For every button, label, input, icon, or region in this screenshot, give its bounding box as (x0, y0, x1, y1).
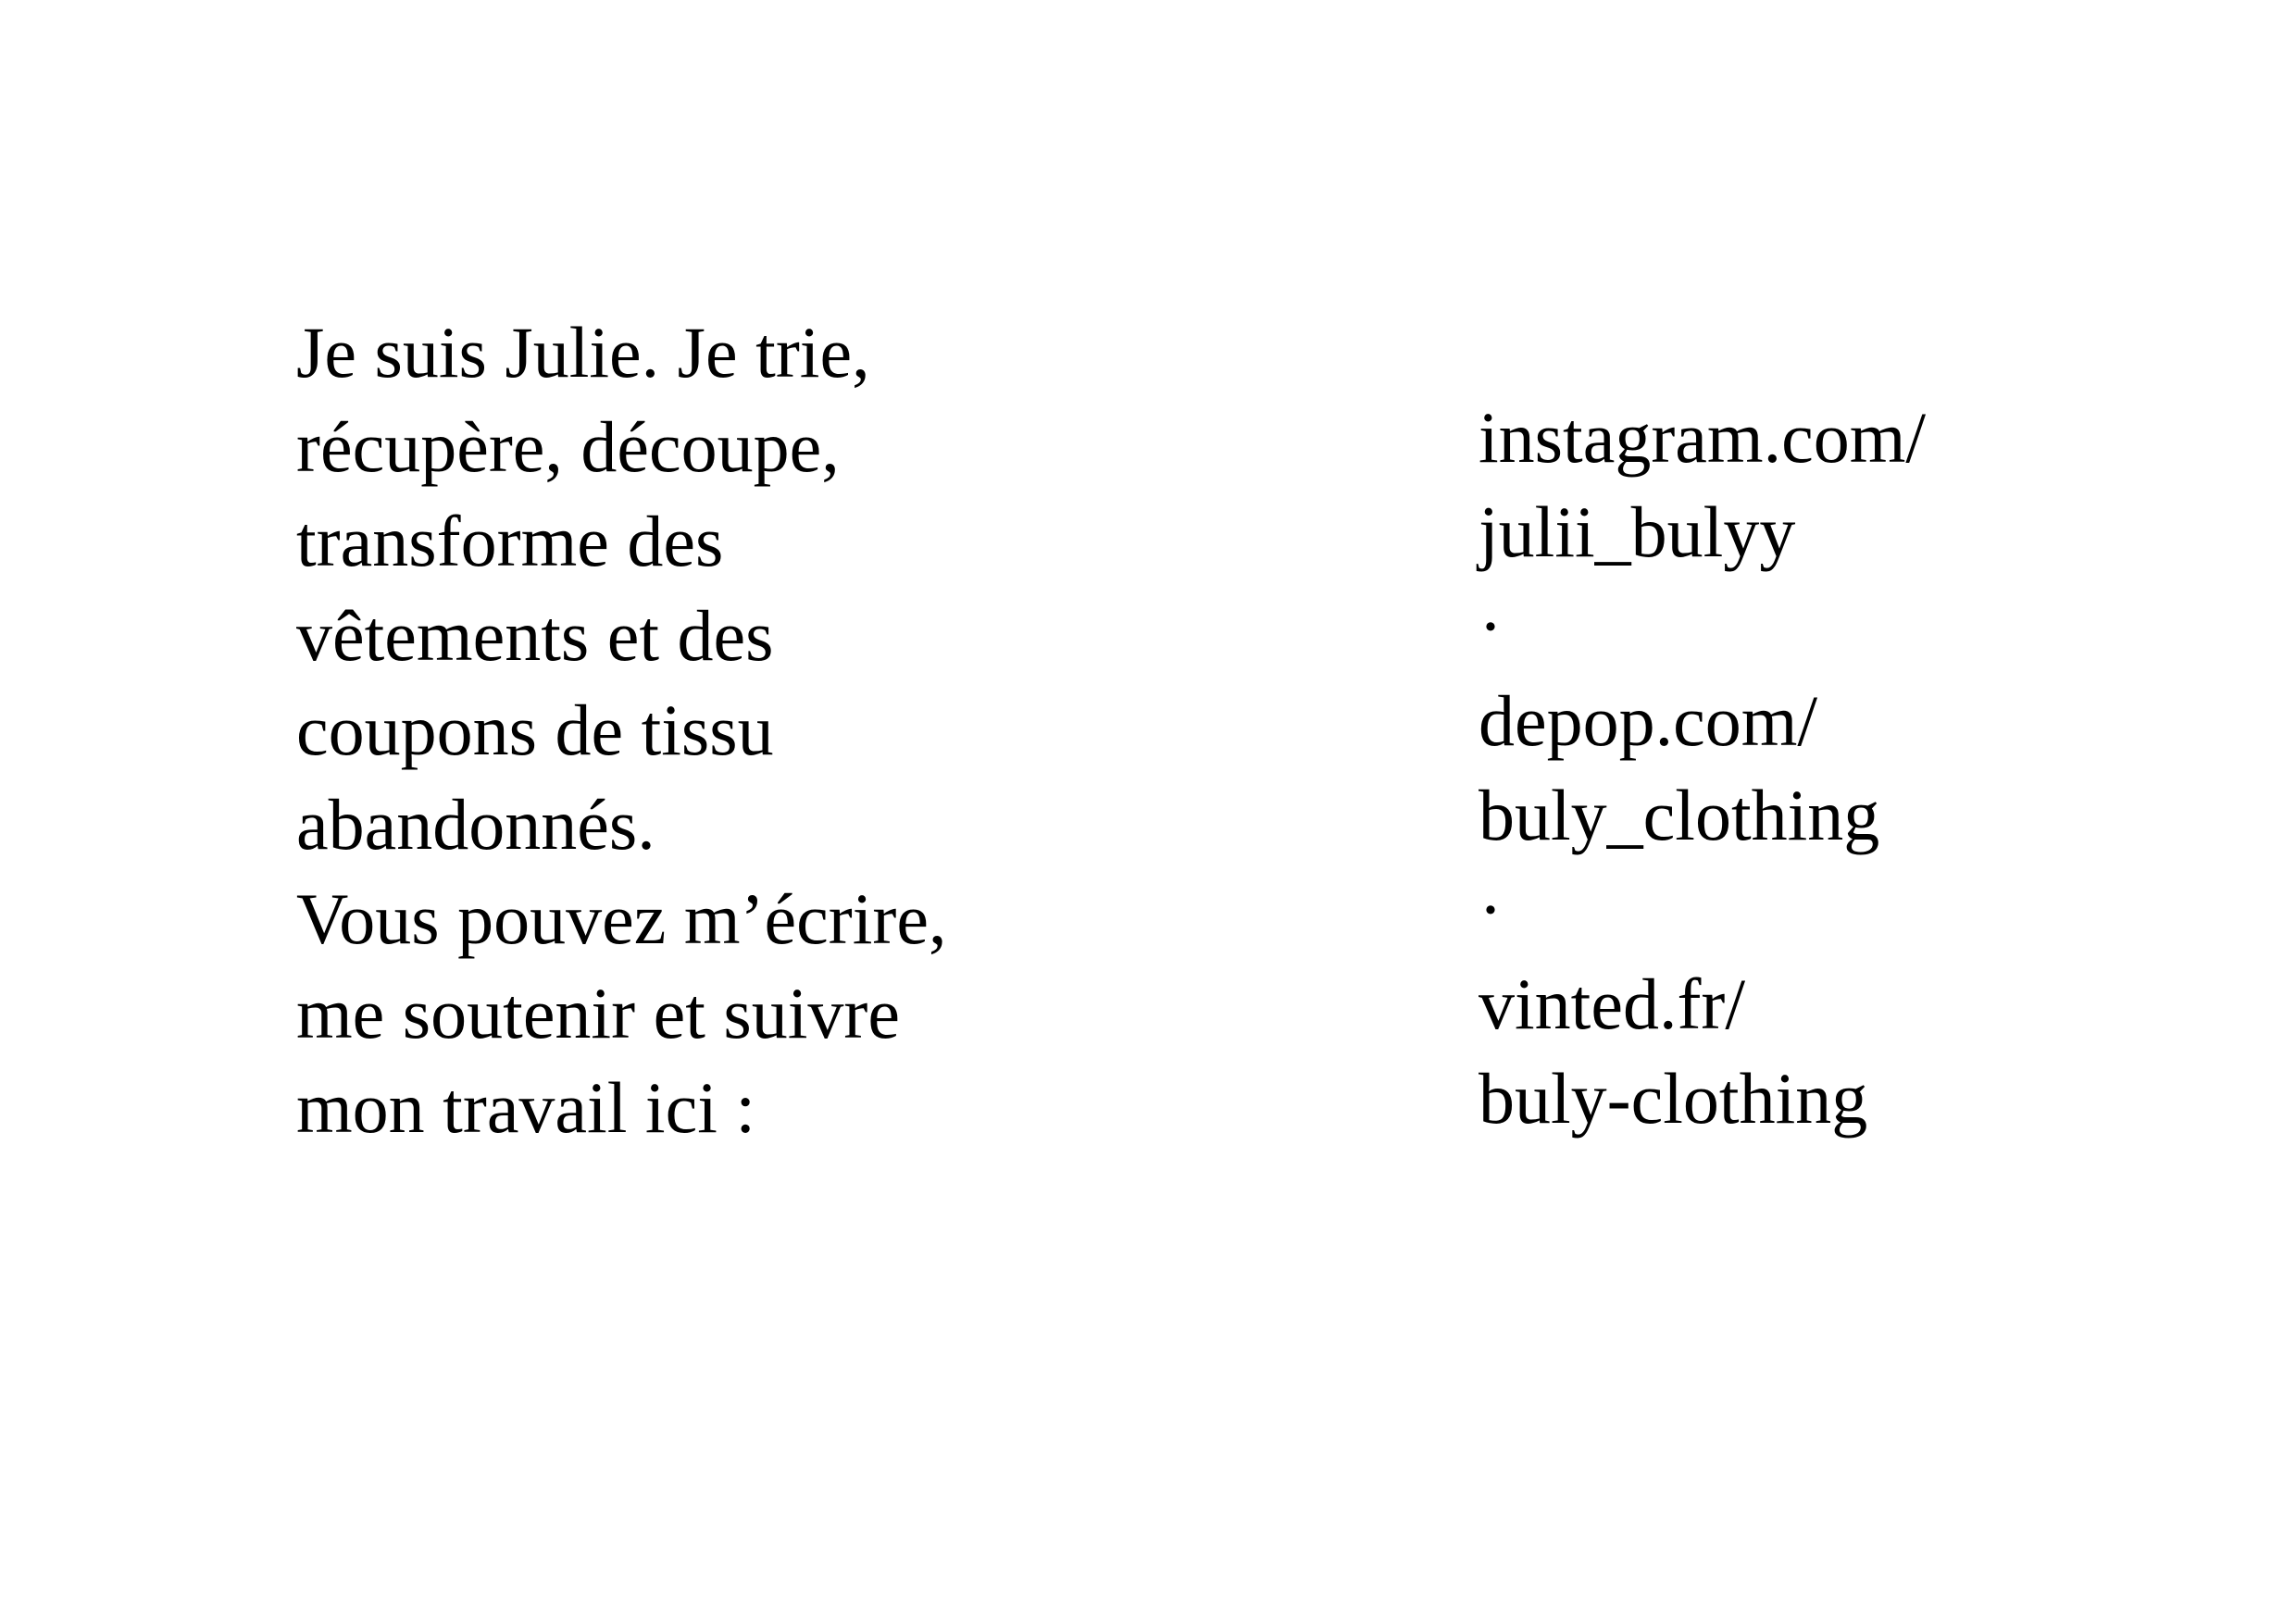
intro-line: récupère, découpe, (296, 406, 840, 487)
intro-line: Je suis Julie. Je trie, (296, 312, 870, 392)
intro-line: me soutenir et suivre (296, 973, 900, 1053)
intro-text-block (296, 305, 1129, 1155)
intro-line: vêtements et des (296, 595, 774, 676)
instagram-link-domain: instagram.com/ (1479, 397, 1927, 478)
intro-line: Vous pouvez m’écrire, (296, 878, 947, 959)
instagram-link-handle: julii_bulyy (1479, 492, 1796, 572)
depop-link-domain: depop.com/ (1479, 680, 1818, 761)
intro-line: abandonnés. (296, 784, 655, 865)
separator-dot: · (1479, 586, 1503, 666)
vinted-link-domain: vinted.fr/ (1479, 964, 1746, 1044)
separator-dot: · (1479, 869, 1503, 950)
intro-line: transforme des (296, 501, 724, 581)
intro-line: mon travail ici : (296, 1067, 756, 1148)
intro-line: coupons de tissu (296, 690, 774, 770)
depop-link-handle: buly_clothing (1479, 775, 1880, 855)
links-block (1479, 391, 2219, 1146)
vinted-link-handle: buly-clothing (1479, 1058, 1868, 1139)
